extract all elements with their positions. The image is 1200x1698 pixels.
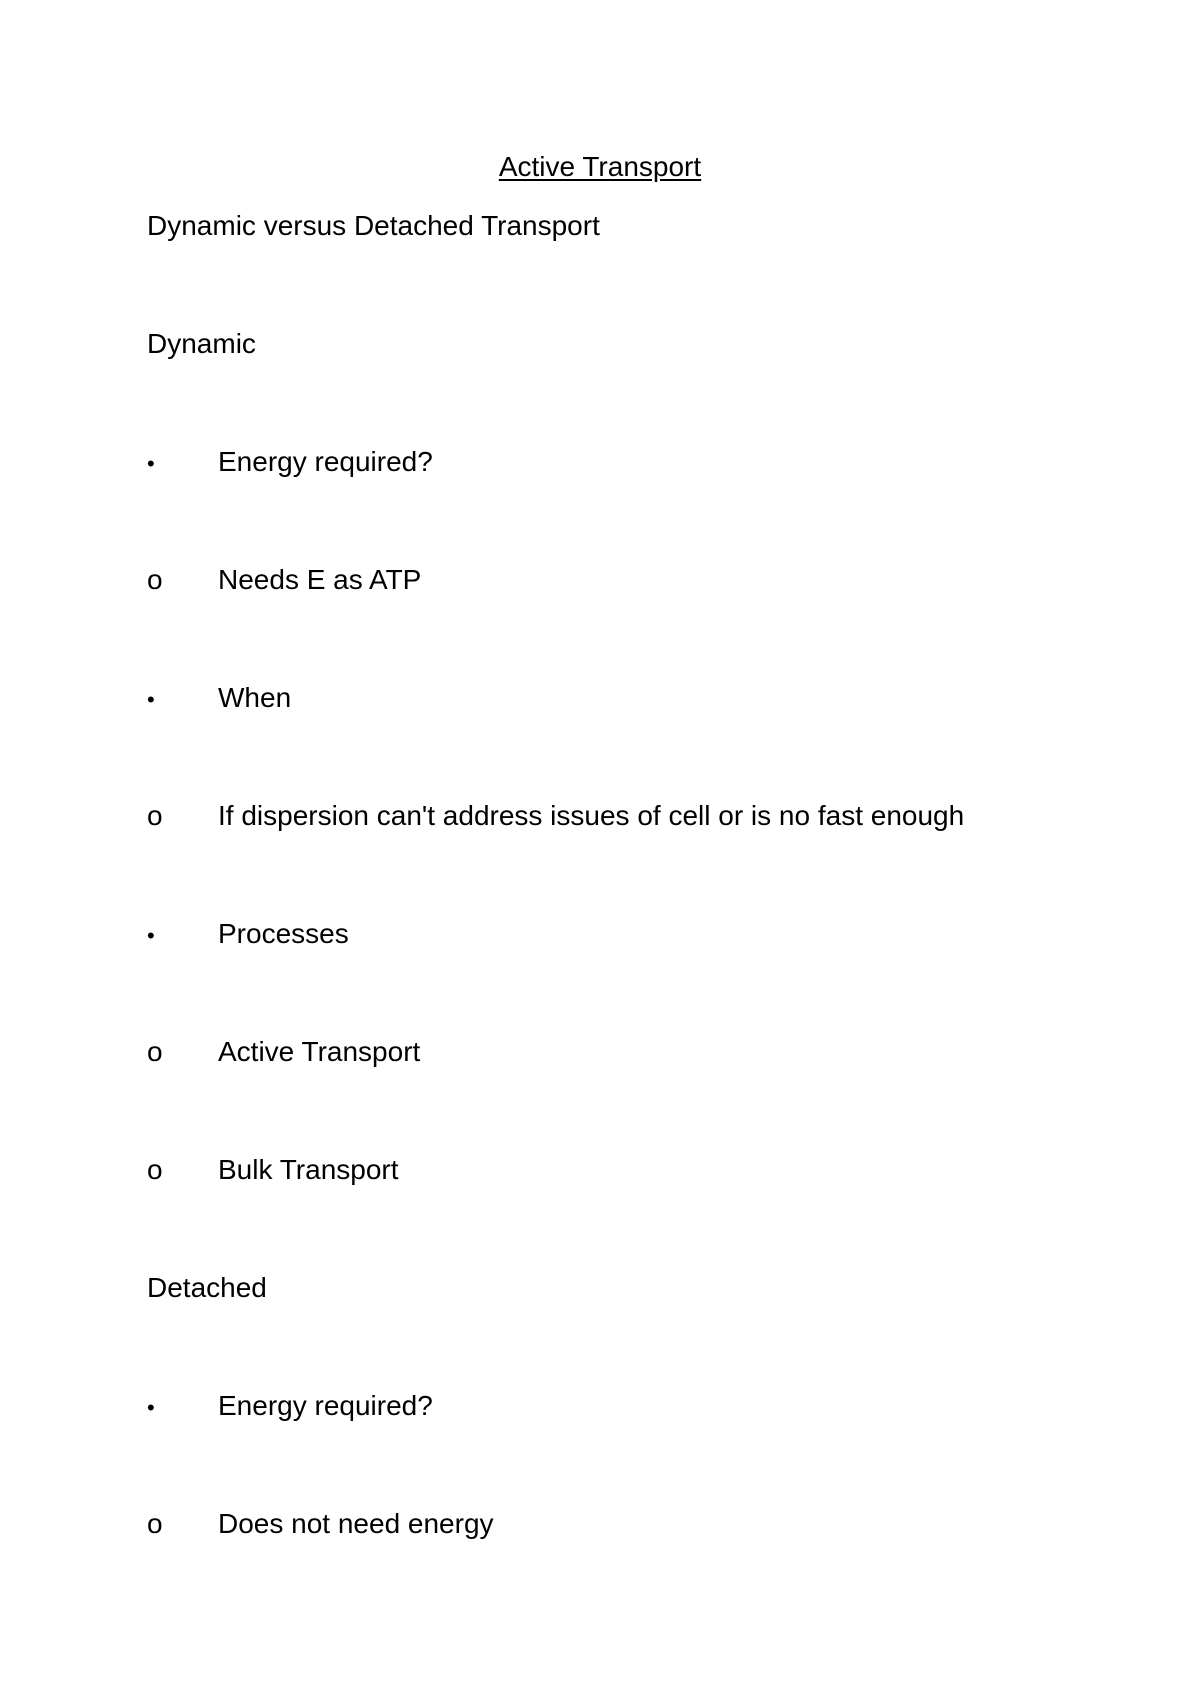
list-item-text: If dispersion can't address issues of cell or is no fast enough — [218, 800, 965, 831]
list-item-text: Does not need energy — [218, 1508, 494, 1539]
section-heading-dynamic: Dynamic — [147, 328, 256, 359]
bullet-marker: • — [147, 451, 155, 476]
sub-bullet-marker: o — [147, 1154, 163, 1185]
list-item-text: Processes — [218, 918, 349, 949]
list-item-text: Needs E as ATP — [218, 564, 422, 595]
section-heading-detached: Detached — [147, 1272, 267, 1303]
subtitle: Dynamic versus Detached Transport — [147, 210, 600, 241]
page-title: Active Transport — [498, 151, 702, 182]
list-item-text: Energy required? — [218, 446, 433, 477]
bullet-marker: • — [147, 687, 155, 712]
list-item-text: Active Transport — [218, 1036, 421, 1067]
sub-bullet-marker: o — [147, 1036, 163, 1067]
list-item-text: Energy required? — [218, 1390, 433, 1421]
bullet-marker: • — [147, 1395, 155, 1420]
sub-bullet-marker: o — [147, 800, 163, 831]
sub-bullet-marker: o — [147, 1508, 163, 1539]
list-item-text: When — [218, 682, 292, 713]
sub-bullet-marker: o — [147, 564, 163, 595]
bullet-marker: • — [147, 923, 155, 948]
list-item-text: Bulk Transport — [218, 1154, 399, 1185]
